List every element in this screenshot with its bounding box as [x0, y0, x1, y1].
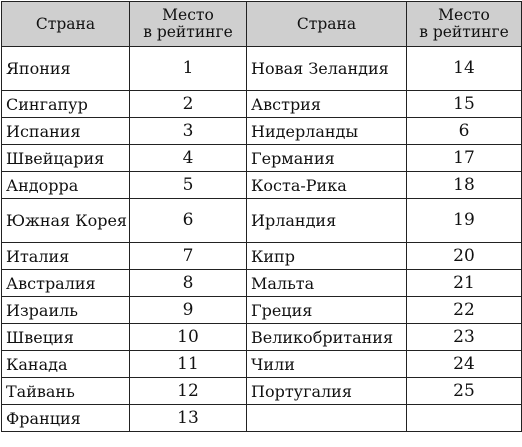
left-country-cell: Южная Корея [2, 199, 130, 243]
left-rank-cell: 3 [130, 118, 247, 145]
left-country-cell: Швейцария [2, 145, 130, 172]
left-country-cell: Австралия [2, 270, 130, 297]
table-row [2, 118, 522, 145]
table-row [2, 351, 522, 378]
left-rank-cell: 13 [130, 405, 247, 432]
table-row [2, 91, 522, 118]
left-rank-cell: 10 [130, 324, 247, 351]
right-country-cell: Кипр [247, 243, 407, 270]
right-rank-cell: 23 [407, 324, 522, 351]
country-ranking-table [1, 1, 522, 432]
left-rank-cell: 7 [130, 243, 247, 270]
right-country-cell: Новая Зеландия [247, 47, 407, 91]
table-row [2, 47, 522, 91]
right-country-cell: Коста-Рика [247, 172, 407, 199]
left-country-cell: Италия [2, 243, 130, 270]
header-rank-left: Место в рейтинге [130, 2, 247, 47]
left-rank-cell: 4 [130, 145, 247, 172]
right-country-cell: Греция [247, 297, 407, 324]
right-rank-cell: 14 [407, 47, 522, 91]
table-row [2, 405, 522, 432]
right-rank-cell: 24 [407, 351, 522, 378]
left-rank-cell: 2 [130, 91, 247, 118]
right-rank-cell: 22 [407, 297, 522, 324]
table-row [2, 270, 522, 297]
left-country-cell: Андорра [2, 172, 130, 199]
left-country-cell: Тайвань [2, 378, 130, 405]
left-rank-cell: 1 [130, 47, 247, 91]
right-country-cell: Чили [247, 351, 407, 378]
right-rank-cell: 25 [407, 378, 522, 405]
right-rank-cell [407, 405, 522, 432]
table-row [2, 243, 522, 270]
table-row [2, 199, 522, 243]
left-rank-cell: 12 [130, 378, 247, 405]
left-rank-cell: 6 [130, 199, 247, 243]
right-country-cell [247, 405, 407, 432]
table-header-row [2, 2, 522, 47]
table-row [2, 145, 522, 172]
right-country-cell: Португалия [247, 378, 407, 405]
right-rank-cell: 6 [407, 118, 522, 145]
left-country-cell: Канада [2, 351, 130, 378]
left-rank-cell: 5 [130, 172, 247, 199]
table-row [2, 297, 522, 324]
left-rank-cell: 8 [130, 270, 247, 297]
right-country-cell: Австрия [247, 91, 407, 118]
left-rank-cell: 11 [130, 351, 247, 378]
header-country-right: Страна [247, 2, 407, 47]
right-country-cell: Ирландия [247, 199, 407, 243]
table-row [2, 378, 522, 405]
left-rank-cell: 9 [130, 297, 247, 324]
right-rank-cell: 17 [407, 145, 522, 172]
right-country-cell: Нидерланды [247, 118, 407, 145]
left-country-cell: Франция [2, 405, 130, 432]
left-country-cell: Швеция [2, 324, 130, 351]
right-country-cell: Германия [247, 145, 407, 172]
right-rank-cell: 19 [407, 199, 522, 243]
header-country-left: Страна [2, 2, 130, 47]
left-country-cell: Сингапур [2, 91, 130, 118]
right-rank-cell: 21 [407, 270, 522, 297]
left-country-cell: Израиль [2, 297, 130, 324]
table-row [2, 324, 522, 351]
table-row [2, 172, 522, 199]
right-country-cell: Великобритания [247, 324, 407, 351]
right-rank-cell: 15 [407, 91, 522, 118]
right-country-cell: Мальта [247, 270, 407, 297]
right-rank-cell: 20 [407, 243, 522, 270]
right-rank-cell: 18 [407, 172, 522, 199]
left-country-cell: Япония [2, 47, 130, 91]
header-rank-right: Место в рейтинге [407, 2, 522, 47]
left-country-cell: Испания [2, 118, 130, 145]
